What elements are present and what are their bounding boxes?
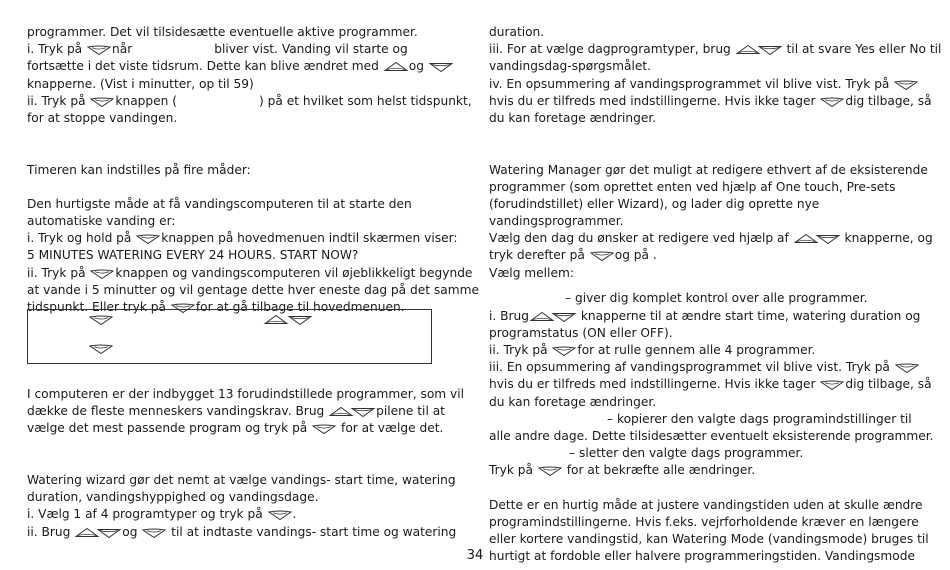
text: og	[122, 524, 142, 539]
ok-button-icon	[86, 44, 112, 56]
text: knappen (	[115, 93, 177, 108]
text: og	[408, 59, 428, 74]
left-column-lower	[27, 386, 467, 541]
text-line	[489, 342, 929, 359]
text: dig tilbage, så	[845, 377, 932, 392]
back-button-icon	[819, 379, 845, 391]
text-line: eller kortere vandingstid, kan Watering Mode (vandingsmode) bruges til	[489, 532, 929, 547]
text-line	[489, 308, 929, 325]
text-line	[489, 247, 929, 264]
text-line: Den hurtigste måde at få vandingscomputeren til at starte den	[27, 196, 412, 211]
text-line: Vælg mellem:	[489, 265, 574, 280]
text-line	[27, 41, 467, 58]
text: til at svare Yes eller No til	[782, 42, 942, 57]
text-line: programmer (som oprettet enten ved hjælp af One touch, Pre-sets	[489, 179, 896, 194]
down-arrow-button-icon	[96, 527, 122, 539]
text: for at vælge det.	[337, 421, 444, 436]
text: i. Tryk og hold på	[27, 231, 136, 246]
text-line: alle andre dage. Dette tilsidesætter eventuelt eksisterende programmer.	[489, 428, 934, 443]
text-line	[27, 230, 467, 247]
text: Vælg den dag du ønsker at redigere ved hjælp af	[489, 231, 793, 246]
text-line	[27, 265, 473, 282]
text-line: programmer. Det vil tilsidesætte eventuelle aktive programmer.	[27, 25, 418, 39]
page-number: 34	[466, 548, 484, 563]
text: for at bekræfte alle ændringer.	[562, 463, 756, 478]
text-line: du kan foretage ændringer.	[489, 394, 657, 409]
ok-button-icon	[135, 233, 161, 245]
text-line	[489, 76, 929, 93]
text: tryk derefter på	[489, 248, 589, 263]
text-line: I computeren er der indbygget 13 forudindstillede programmer, som vil	[27, 387, 465, 401]
up-arrow-button-icon	[263, 314, 289, 326]
text: ii. Tryk på	[27, 265, 90, 280]
text-line: vandingsprogrammer.	[489, 214, 624, 229]
text: vælge det mest passende program og tryk på	[27, 421, 312, 436]
text-line: programindstillingerne. Hvis f.eks. vejrforholdende kræver en længere	[489, 514, 919, 529]
text-line: programstatus (ON eller OFF).	[489, 325, 673, 340]
text-line	[489, 290, 929, 307]
text-line: du kan foretage ændringer.	[489, 110, 657, 125]
text: fortsætte i det viste tidsrum. Dette kan blive ændret med	[27, 59, 383, 74]
text-line	[489, 359, 929, 376]
text-line	[489, 411, 929, 428]
text-line: Watering Manager gør det muligt at redigere ethvert af de eksisterende	[489, 162, 928, 177]
text-line: vandingsdag-spørgsmålet.	[489, 59, 651, 74]
text-line	[27, 506, 467, 523]
ok-button-icon	[141, 527, 167, 539]
back-button-icon	[819, 96, 845, 108]
down-arrow-button-icon	[350, 406, 376, 418]
text-line	[489, 445, 929, 462]
text-line	[27, 403, 467, 420]
down-arrow-button-icon	[428, 61, 454, 73]
text: iii. En opsummering af vandingsprogrammet vil blive vist. Tryk på	[489, 360, 894, 375]
text: i. Tryk på	[27, 42, 87, 57]
text: tidspunkt. Eller tryk på	[27, 300, 170, 314]
ok-button-icon	[589, 250, 615, 262]
down-arrow-button-icon	[287, 314, 313, 326]
text-line	[27, 93, 472, 110]
ok-button-icon	[267, 509, 293, 521]
right-column	[489, 24, 942, 565]
text: hvis du er tilfreds med indstillingerne. Hvis ikke tager	[489, 377, 820, 392]
text-line: automatiske vanding er:	[27, 214, 176, 229]
ok-button-icon	[311, 423, 337, 435]
text-line	[489, 93, 932, 110]
text: når	[112, 42, 133, 57]
back-button-icon	[89, 96, 115, 108]
text: – kopierer den valgte dags programindstillinger til	[607, 411, 912, 426]
left-column	[27, 24, 479, 316]
text-line: for at stoppe vandingen.	[27, 110, 178, 125]
ok-button-icon	[89, 268, 115, 280]
text: hvis du er tilfreds med indstillingerne. Hvis ikke tager	[489, 93, 820, 108]
text: iii. For at vælge dagprogramtyper, brug	[489, 42, 735, 57]
text: .	[292, 507, 297, 522]
text-line: (forudindstillet) eller Wizard), og lader dig oprette nye	[489, 196, 820, 211]
text: dig tilbage, så	[845, 93, 932, 108]
ok-button-icon	[893, 79, 919, 91]
text-line: knapperne. (Vist i minutter, op til 59)	[27, 76, 254, 91]
text-line: duration.	[489, 25, 545, 39]
ok-button-icon	[88, 314, 114, 326]
text: til at indtaste vandings- start time og watering	[167, 524, 457, 539]
ok-button-icon	[894, 362, 920, 374]
text: bliver vist. Vanding vil starte og	[214, 42, 408, 57]
text: ii. Brug	[27, 524, 75, 539]
text: knappen på hovedmenuen indtil skærmen viser:	[161, 231, 458, 246]
text: og på .	[614, 248, 657, 263]
down-arrow-button-icon	[815, 233, 841, 245]
text: ii. Tryk på	[27, 93, 90, 108]
text: knapperne til at ændre start time, watering duration og	[576, 308, 921, 323]
text-line: 5 MINUTES WATERING EVERY 24 HOURS. START NOW?	[27, 248, 359, 263]
down-arrow-button-icon	[551, 311, 577, 323]
text: knapperne, og	[840, 231, 933, 246]
text-line: at vande i 5 minutter og vil gentage dette hver eneste dag på det samme	[27, 282, 479, 297]
text: – sletter den valgte dags programmer.	[569, 446, 804, 461]
text-line: Dette er en hurtig måde at justere vandingstiden uden at skulle ændre	[489, 497, 923, 512]
text: ii. Tryk på	[489, 342, 552, 357]
text: knappen og vandingscomputeren vil øjeblikkeligt begynde	[115, 265, 473, 280]
text-line	[27, 58, 467, 75]
text-line: hurtigt at fordoble eller halvere programmeringstiden. Vandingsmode	[489, 549, 915, 564]
down-arrow-button-icon	[757, 44, 783, 56]
text: for at gå tilbage til hovedmenuen.	[195, 300, 405, 314]
text-line	[489, 376, 932, 393]
text: i. Vælg 1 af 4 programtyper og tryk på	[27, 507, 267, 522]
ok-button-icon	[88, 343, 114, 355]
text: iv. En opsummering af vandingsprogrammet vil blive vist. Tryk på	[489, 76, 894, 91]
text: ) på et hvilket som helst tidspunkt,	[258, 93, 472, 108]
text: – giver dig komplet kontrol over alle programmer.	[565, 291, 868, 306]
button-legend-box	[27, 309, 432, 364]
up-arrow-button-icon	[383, 61, 409, 73]
text-line: Timeren kan indstilles på fire måder:	[27, 162, 251, 177]
text: for at rulle gennem alle 4 programmer.	[577, 342, 816, 357]
text-line	[27, 524, 467, 541]
text-line	[27, 420, 467, 437]
text: i. Brug	[489, 308, 529, 323]
ok-button-icon	[551, 345, 577, 357]
text-line	[489, 462, 929, 479]
text-line: duration, vandingshyppighed og vandingsdage.	[27, 490, 319, 505]
ok-button-icon	[537, 465, 563, 477]
text-line	[489, 41, 942, 58]
text-line	[489, 230, 933, 247]
text: Tryk på	[489, 463, 537, 478]
text: pilene til at	[376, 404, 445, 419]
text: dække de fleste menneskers vandingskrav. Brug	[27, 404, 329, 419]
text-line: Watering wizard gør det nemt at vælge vandings- start time, watering	[27, 472, 456, 487]
